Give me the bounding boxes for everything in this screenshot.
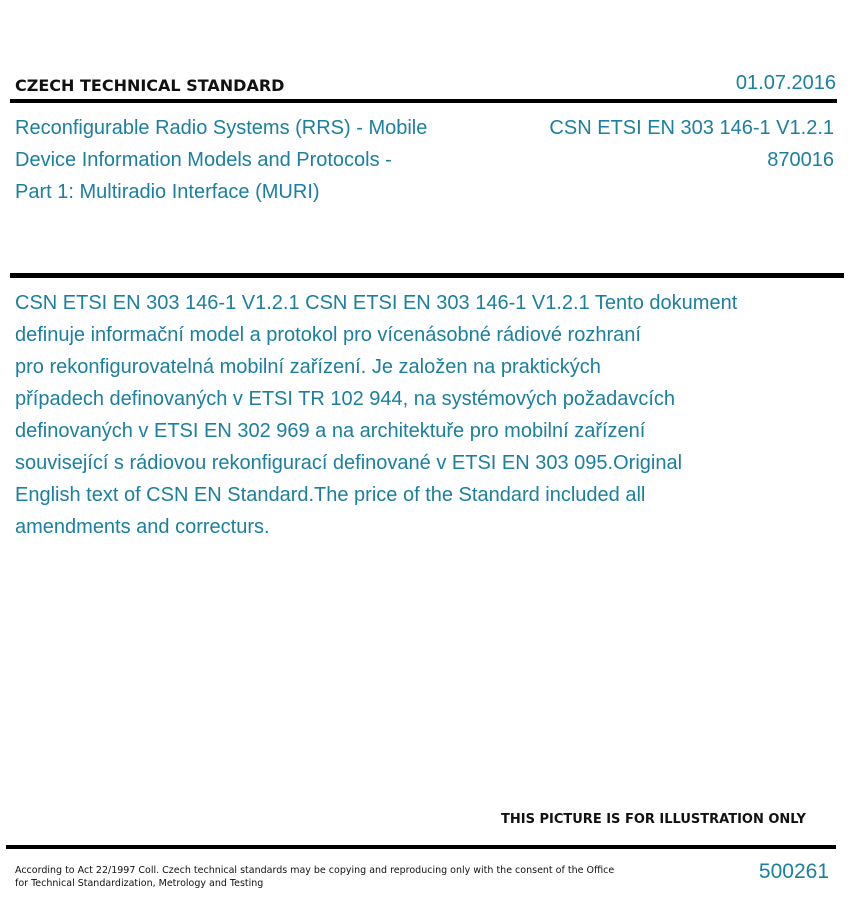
- title-divider: [10, 273, 844, 278]
- legal-line: for Technical Standardization, Metrology and Testing: [15, 878, 264, 889]
- title-line: Part 1: Multiradio Interface (MURI): [15, 181, 320, 203]
- publication-date: 01.07.2016: [735, 72, 836, 94]
- title-line: Device Information Models and Protocols -: [15, 149, 392, 171]
- standard-description: [15, 287, 845, 543]
- standard-title: [15, 112, 485, 208]
- footer-divider: [6, 845, 836, 849]
- catalog-number: 870016: [767, 149, 834, 171]
- description-line: CSN ETSI EN 303 146-1 V1.2.1 CSN ETSI EN 303 146-1 V1.2.1 Tento dokument: [15, 292, 738, 314]
- illustration-disclaimer: THIS PICTURE IS FOR ILLUSTRATION ONLY: [501, 812, 806, 827]
- description-line: pro rekonfigurovatelná mobilní zařízení. Je založen na praktických: [15, 356, 601, 378]
- description-line: případech definovaných v ETSI TR 102 944, na systémových požadavcích: [15, 388, 675, 410]
- description-line: definovaných v ETSI EN 302 969 a na architektuře pro mobilní zařízení: [15, 420, 646, 442]
- description-line: související s rádiovou rekonfigurací definované v ETSI EN 303 095.Original: [15, 452, 683, 474]
- reference-block: [549, 112, 834, 176]
- standard-code: CSN ETSI EN 303 146-1 V1.2.1: [549, 117, 834, 139]
- header-divider: [10, 99, 837, 103]
- description-line: English text of CSN EN Standard.The price of the Standard included all: [15, 484, 646, 506]
- document-number: 500261: [758, 860, 829, 883]
- description-line: definuje informační model a protokol pro vícenásobné rádiové rozhraní: [15, 324, 641, 346]
- legal-line: According to Act 22/1997 Coll. Czech technical standards may be copying and reproducing only with the consent of the Office: [15, 865, 615, 876]
- description-line: amendments and correcturs.: [15, 516, 270, 538]
- legal-notice: [15, 864, 615, 890]
- title-line: Reconfigurable Radio Systems (RRS) - Mobile: [15, 117, 428, 139]
- standard-type-label: CZECH TECHNICAL STANDARD: [15, 76, 285, 95]
